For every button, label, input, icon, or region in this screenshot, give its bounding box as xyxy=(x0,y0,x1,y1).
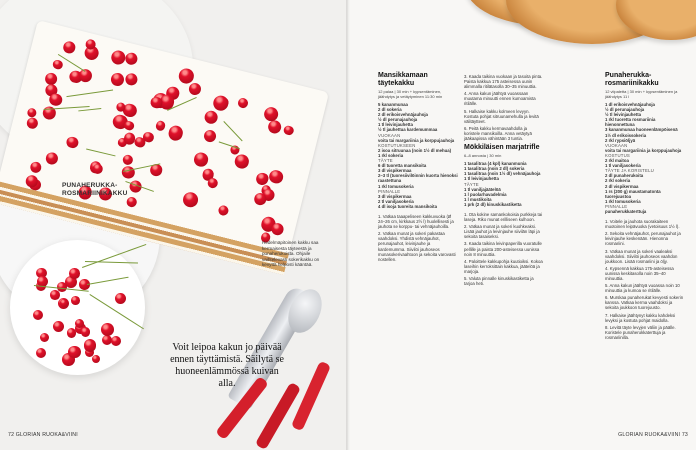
recipe-meta: 12 viipaletta | 30 min + kypsentäminen ja jäähdytys 11 l xyxy=(605,89,678,99)
ingredient-item: 3 dl vispikermaa xyxy=(378,193,412,199)
ingredient-item: 1 dl erikoisvehnäjauhoja xyxy=(605,102,655,107)
ingredient-item: voita tai margariinia ja korppujauhoja xyxy=(378,137,455,143)
ingredient-item: 1 tasalitraa (4 kpl) kananmunia xyxy=(464,161,527,167)
recipe-step: 4. Paloittele kakkupohja kuutioiksi. Kokoa laseihin kerroksittain kakkua, jäätelöä ja marjoja. xyxy=(464,258,543,274)
redcurrant xyxy=(67,328,77,338)
ingredient-item: 1 rkl tuoretta rosmariinia hienonnettuna xyxy=(605,117,656,128)
ingredient-item: 1 tl vaniljasokeria xyxy=(605,163,641,169)
ingredient-item: 1 rkl tomusokeria xyxy=(605,198,641,204)
recipe-step: 2. Vatkaa munat ja sokeri kuohkeaksi. Lisää jauhot ja leivinjauhe siivilän läpi ja sekoita tasaiseksi. xyxy=(464,224,540,240)
redcurrant xyxy=(36,348,46,358)
recipe-step: 7. Halkaise jäähtynyt kakku kahdeksi levyksi ja kostuta pohjat maidolla. xyxy=(605,312,676,323)
ingredient-item: KOSTUTUS xyxy=(605,152,630,158)
ingredient-item: 1 tl leivinjauhetta xyxy=(378,122,413,128)
recipe-steps xyxy=(605,219,685,340)
spread-gutter xyxy=(346,0,350,450)
ingredient-item: VUOKAAN xyxy=(605,142,628,148)
ingredient-item: 1 rs (200 g) maustamatonta tuorejuustoa xyxy=(605,188,661,199)
recipe-title: Mansikkamaan täytekakku xyxy=(378,72,428,87)
ingredient-item: 2 rkl rypsiöljyä xyxy=(605,137,636,143)
recipe-step: 1. Voitele ja jauhota suorakaiteen muotoinen leipävuoka (vetoisuus 1½ l). xyxy=(605,219,680,230)
recipe-step: 4. Kypsennä kakkua 175-asteisessa uunissa keskitasolla noin 35–40 minuuttia. xyxy=(605,265,674,281)
recipe-step: 4. Anna kakun jäähtyä vuoassaan muutama minuutti ennen kumoamista ritilälle. xyxy=(464,91,536,107)
ingredient-item: 5 kananmunaa xyxy=(378,102,408,107)
ingredient-item: punaherukkaterttuja xyxy=(605,208,647,214)
ingredient-item: TÄYTE xyxy=(378,158,393,164)
ingredient-item: VUOKAAN xyxy=(378,132,401,138)
ingredient-list xyxy=(605,102,685,214)
ingredient-item: ½ dl perunajauhoja xyxy=(605,107,645,113)
ingredient-item: 2 dl punaherukoita xyxy=(605,173,644,179)
recipe-steps xyxy=(378,214,458,262)
ingredient-item: ½ tl jauhettua kardemummaa xyxy=(378,127,438,133)
ingredient-item: TÄYTE JA KORISTELU xyxy=(605,168,654,174)
page-folio-right: GLORIAN RUOKA&VIINI 73 xyxy=(618,432,688,438)
recipe-title: Mökkiläisen marjatrifle xyxy=(464,144,540,152)
ingredient-item: 1 rkl sokeria xyxy=(378,152,404,158)
page-folio-left: 72 GLORIAN RUOKA&VIINI xyxy=(8,432,78,438)
recipe-punaherukka xyxy=(605,72,685,340)
ingredient-item: 1 tl vaniljajäätelöä xyxy=(464,186,501,192)
ingredient-item: 2 tl vaniljasokeria xyxy=(378,198,414,204)
berry-stem xyxy=(87,277,128,285)
recipe-step: 5. Anna kakun jäähtyä vuoassa noin 10 minuuttia ja kumoa se ritilälle. xyxy=(605,283,680,294)
ingredient-item: 1 tasalitraa (noin 1½ dl) vehnäjauhoja xyxy=(464,171,541,177)
recipe-title: Punaherukka-rosmariinikakku xyxy=(605,72,659,87)
ingredient-item: PINNALLE xyxy=(605,203,628,209)
ingredient-item: 2 dl vispikermaa xyxy=(605,183,639,189)
recipe-step: 5. Halkaise kakku kolmeen levyyn. Kostuta pohjat sitruunamehulla ja levitä välitäytteet. xyxy=(464,108,539,124)
ingredient-list xyxy=(464,161,544,207)
recipe-step: 3. Kaada taikina leivinpaperilla vuoratulle pellille ja paista 200-asteisessa uunissa noin 8 minuuttia. xyxy=(464,241,542,257)
redcurrant xyxy=(101,323,114,336)
ingredient-item: 1 l puolarhavadelmia xyxy=(464,191,507,197)
recipe-meta: 12 palaa | 30 min + kypsentäminen, jäähdytys ja vetäytyminen 11:30 min xyxy=(378,89,443,99)
recipe-column-middle xyxy=(464,72,544,286)
side-plate xyxy=(10,240,145,375)
redcurrant xyxy=(50,290,60,300)
ingredient-item: 2 isoa sitruunaa (noin 1½ dl mehua) xyxy=(378,147,452,153)
ingredient-item: 2 dl sokeria xyxy=(378,107,402,113)
redcurrant xyxy=(40,333,49,342)
ingredient-item: TÄYTE xyxy=(464,181,479,187)
recipe-mansikka xyxy=(378,72,458,262)
red-handle xyxy=(291,361,331,432)
redcurrant xyxy=(53,321,65,333)
redcurrant xyxy=(81,327,90,336)
redcurrant xyxy=(68,346,81,359)
ingredient-item: ½ dl perunajauhoja xyxy=(378,117,418,123)
ingredient-item: 3 dl vispikermaa xyxy=(378,168,412,174)
ingredient-item: ½ tl leivinjauhetta xyxy=(605,112,642,118)
ingredient-item: voita tai margariinia ja korppujauhoja xyxy=(605,147,682,153)
redcurrant xyxy=(92,355,101,364)
photo-caption: PUNAHERUKKA- ROSMARIINIKAKKU xyxy=(62,182,128,197)
ingredient-item: 6 dl tuoretta mansikoita xyxy=(378,163,427,169)
redcurrant xyxy=(115,293,126,304)
recipe-steps xyxy=(464,212,544,286)
recipe-meta: 6–8 annosta | 30 min xyxy=(464,153,502,159)
recipe-step: 6. Murskaa punaherukat kevyesti sokerin kanssa. Vatkaa kerma vaahdoksi ja sekoita joukkoon tuorejuusto. xyxy=(605,295,684,311)
photo-side-note: Hedelmäpitoinen kakku saa kermaisesta täyteestä ja punaherukoista. Ohjaile vaihtelevasti sokerikakku on kevyttä helposti kääntää. xyxy=(262,240,320,268)
right-page xyxy=(348,0,696,450)
ingredient-item: 1 rkl tomusokeria xyxy=(378,183,414,189)
redcurrant xyxy=(84,339,97,352)
ingredient-item: PINNALLE xyxy=(378,188,401,194)
recipe-step: 2. Sekoita vehnäjauhot, perunajauhot ja leivinjauhe keskenään. Hienonna rosmariini. xyxy=(605,231,681,247)
pull-quote: Voit leipoa kakun jo päivää ennen täyttämistä. Säilytä se huoneenlämmössä kuivan alla. xyxy=(170,342,284,389)
ingredient-item: 2 dl erikoisvehnäjauhoja xyxy=(378,112,428,118)
recipe-step: 1. Ota kokine samankokoisia purkkeja tai laseja. Riko munat erilliseen kulhoon. xyxy=(464,211,543,223)
recipe-step: 2. Vatkaa munat ja sokeri pakastaa vaahdoksi. Yhdistä vehnäjauhot, perunajauhot, leivinjauhe ja kardemumma. Siivilöi jauhoseos munasokerivaahtoon ja sekoita varovasti nostellen. xyxy=(378,231,456,262)
redcurrant xyxy=(71,296,80,305)
ingredient-item: 3 kananmunaa huoneenlämpöisenä xyxy=(605,127,678,133)
recipe-step: 3. Kaada taikina vuokaan ja tasoita pinta. Paista kakkua 175 asteisessa uunin alimmalla ritilätasolla 30–35 minuuttia. xyxy=(464,74,543,90)
ingredient-item: 1 tl leivinjauhetta xyxy=(464,176,499,182)
redcurrant xyxy=(33,310,44,321)
ingredient-item: 1 prk (2 dl) kinuskikastiketta xyxy=(464,201,522,207)
recipe-step: 1. Vatkaa taaapeliseen kakkuvuoka (Ø 24–26 cm, kirkkaus 2½ l) huolellisesti ja jauhota se korppu- tai vehnäjauhoilla. xyxy=(378,213,454,230)
ingredient-list xyxy=(378,102,458,209)
ingredient-item: 2 rkl sokeria xyxy=(605,178,631,184)
ingredient-item: 1 l mustikoita xyxy=(464,196,492,202)
ingredient-item: 2–3 tl (tuoresiivilöinnin kuorta hienoksi raastettuna xyxy=(378,173,458,184)
redcurrant xyxy=(69,268,79,278)
recipe-step: 8. Levitä täyte levyjen väliin ja päälle. Koristele punaherukkaterttuja ja rosmariinilla. xyxy=(605,324,676,340)
recipe-step: 5. Valuta pinnalle kinuskikastiketta ja tarjoa heti. xyxy=(464,276,534,287)
recipe-step: 3. Vatkaa munat ja sokeri vaaleaksi vaahdoksi. Siivilöi jauhoseos vaahdon joukkoon. Lisää rosmariini ja öljy. xyxy=(605,248,678,264)
ingredient-item: 4 dl isoja tuoreita mansikoita xyxy=(378,203,437,209)
ingredient-item: KOSTUTUKSEEN xyxy=(378,142,416,148)
ingredient-item: 1½ dl erikoissokeria xyxy=(605,132,647,138)
recipe-steps xyxy=(464,74,544,141)
ingredient-item: 1 tasalitraa (noin 2 dl) sokeria xyxy=(464,166,525,172)
recipe-step: 6. Peitä kakku kermavaahdolla ja koristele mansikoilla. Anna vetäytyä jääkaapissa vähintään 3 tuntia. xyxy=(464,125,532,142)
redcurrant xyxy=(111,336,121,346)
ingredient-item: 2 rkl maitoa xyxy=(605,158,629,164)
